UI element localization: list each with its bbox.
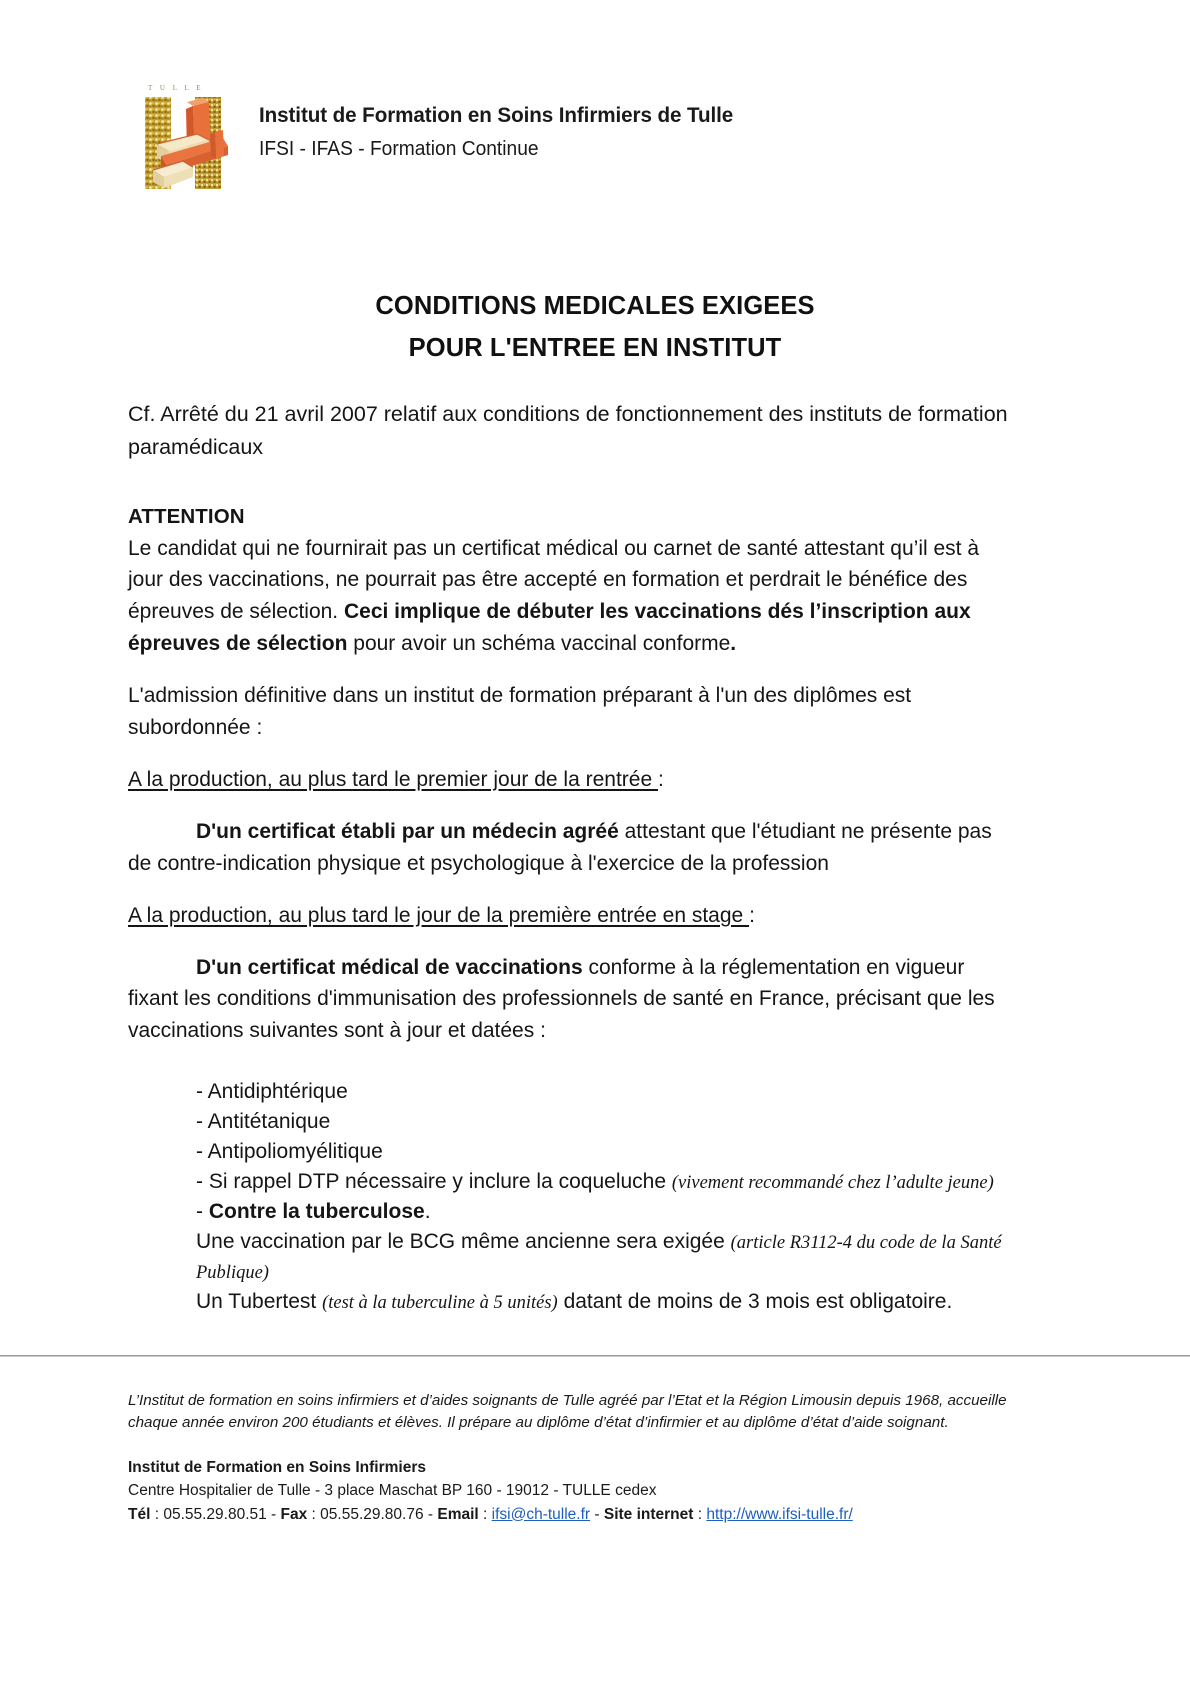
footer-address: Centre Hospitalier de Tulle - 3 place Maschat BP 160 - 19012 - TULLE cedex: [128, 1482, 657, 1500]
footer-tel-label: Tél: [128, 1505, 151, 1523]
section2-bold-lead: D'un certificat médical de vaccinations: [196, 955, 583, 979]
organization-title: Institut de Formation en Soins Infirmiers de Tulle: [259, 103, 734, 127]
list-item: [128, 1167, 1008, 1197]
footer-tel-value: : 05.55.29.80.51 -: [150, 1505, 281, 1523]
list-item: [128, 1107, 1008, 1137]
document-body: [128, 398, 1008, 1317]
page-title: [0, 285, 1190, 369]
header-text-block: [259, 78, 753, 162]
footer-fax-label: Fax: [280, 1505, 308, 1523]
attention-text-period: .: [730, 632, 737, 656]
footer-contact-line: [128, 1503, 1028, 1526]
vaccine-label: - Si rappel DTP nécessaire y inclure la coqueluche: [196, 1170, 672, 1194]
bcg-paragraph: [128, 1227, 1008, 1287]
footer-divider: [0, 1355, 1190, 1357]
footer-email-label: Email: [437, 1505, 479, 1523]
page-title-line1: CONDITIONS MEDICALES EXIGEES: [375, 292, 815, 320]
footer-institute-name: Institut de Formation en Soins Infirmiers: [128, 1459, 426, 1477]
section1-text: attestant que l'étudiant ne présente pas de contre-indication physique et psychologique à l'exercice de la profession: [128, 819, 992, 875]
organization-subtitle: IFSI - IFAS - Formation Continue: [259, 137, 539, 160]
ifsi-tulle-logo-icon: [131, 78, 235, 192]
vaccine-label: - Antidiphtérique: [196, 1080, 348, 1104]
list-item: [128, 1077, 1008, 1107]
footer-contact-block: [128, 1456, 1028, 1526]
footer-blurb: L’Institut de formation en soins infirmiers et d’aides soignants de Tulle agréé par l’Etat et la Région Limousin depuis 1968, accueille chaque année environ 200 étudiants et élèves. Il prépare au diplôme d’état d’infirmier et au diplôme d’état d’aide soignant.: [128, 1392, 1007, 1432]
vaccination-list: [128, 1077, 1008, 1227]
section2-heading-underlined: A la production, au plus tard le jour de la première entrée en stage: [128, 903, 750, 927]
attention-heading: ATTENTION: [128, 505, 245, 529]
bcg-note: (article R3112-4 du code de la Santé Publique): [196, 1233, 1002, 1284]
tubertest-text-part1: Un Tubertest: [196, 1290, 323, 1314]
section2-heading: [128, 900, 1008, 932]
attention-text-bold: Ceci implique de débuter les vaccinations dés l’inscription aux épreuves de sélection: [128, 600, 971, 656]
bcg-text: Une vaccination par le BCG même ancienne sera exigée: [196, 1230, 731, 1254]
tubertest-paragraph: [128, 1287, 1008, 1317]
section2-paragraph: [128, 952, 1008, 1048]
list-item: [128, 1137, 1008, 1167]
svg-text:T U L L E: T U L L E: [148, 84, 204, 92]
attention-text-part1: Le candidat qui ne fournirait pas un certificat médical ou carnet de santé attestant qu’il est à jour des vaccinations, ne pourrait pas être accepté en formation et perdrait le bénéfice des épreuves de sélection.: [128, 536, 980, 624]
document-header: [131, 78, 753, 192]
section2-text: conforme à la réglementation en vigueur fixant les conditions d'immunisation des professionnels de santé en France, précisant que les vaccinations suivantes sont à jour et datées :: [128, 955, 995, 1043]
section1-heading-underlined: A la production, au plus tard le premier jour de la rentrée: [128, 767, 658, 791]
tuberculosis-dash: -: [196, 1200, 209, 1224]
footer-site-label: Site internet: [603, 1505, 694, 1523]
vaccine-note: (vivement recommandé chez l’adulte jeune): [671, 1173, 994, 1194]
footer-email-link[interactable]: ifsi@ch-tulle.fr: [491, 1505, 591, 1523]
footer-fax-value: : 05.55.29.80.76 -: [307, 1505, 438, 1523]
admission-paragraph: L'admission définitive dans un institut de formation préparant à l'un des diplômes est subordonnée :: [128, 684, 912, 740]
footer-site-sep: :: [693, 1505, 707, 1523]
footer-website-link[interactable]: http://www.ifsi-tulle.fr/: [706, 1505, 853, 1523]
footer-sep: -: [590, 1505, 604, 1523]
legal-reference: Cf. Arrêté du 21 avril 2007 relatif aux conditions de fonctionnement des instituts de formation paramédicaux: [128, 402, 1008, 459]
page-title-line2: POUR L'ENTREE EN INSTITUT: [408, 334, 782, 363]
tuberculosis-label: Contre la tuberculose: [208, 1200, 425, 1224]
section2-heading-colon: :: [749, 903, 755, 927]
tuberculosis-period: .: [424, 1200, 431, 1224]
section1-heading: [128, 764, 1008, 796]
list-item: [128, 1197, 1008, 1227]
vaccine-label: - Antitétanique: [196, 1110, 331, 1134]
footer-email-sep: :: [478, 1505, 492, 1523]
document-footer: [128, 1390, 1028, 1526]
tubertest-note: (test à la tuberculine à 5 unités): [322, 1293, 558, 1314]
tubertest-text-part2: datant de moins de 3 mois est obligatoire.: [557, 1290, 953, 1314]
attention-text-part2: pour avoir un schéma vaccinal conforme: [347, 632, 731, 656]
vaccine-label: - Antipoliomyélitique: [196, 1140, 383, 1164]
section1-heading-colon: :: [657, 767, 664, 791]
attention-paragraph: [128, 533, 1008, 661]
section1-paragraph: [128, 816, 1008, 880]
section1-bold-lead: D'un certificat établi par un médecin agréé: [196, 819, 619, 843]
